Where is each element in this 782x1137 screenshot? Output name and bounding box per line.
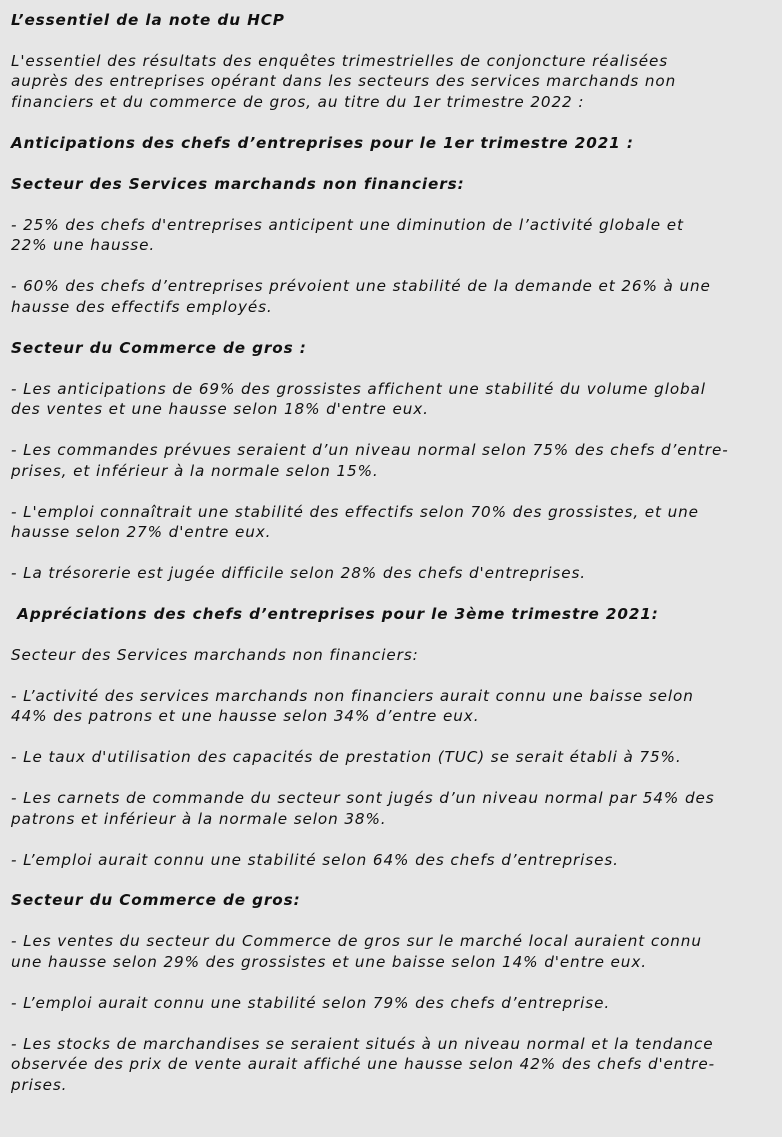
item-line: - L'emploi connaîtrait une stabilité des effectifs selon 70% des grossistes, et une <box>11 502 699 521</box>
item-line: - 25% des chefs d'entreprises anticipent une diminution de l’activité globale et <box>11 215 684 234</box>
item-line: - Le taux d'utilisation des capacités de prestation (TUC) se serait établi à 75%. <box>11 748 682 767</box>
item-line: des ventes et une hausse selon 18% d'entre eux. <box>11 400 429 419</box>
intro-line: auprès des entreprises opérant dans les secteurs des services marchands non <box>11 72 677 91</box>
item-line: - La trésorerie est jugée difficile selon 28% des chefs d'entreprises. <box>11 564 587 583</box>
item-line: hausse des effectifs employés. <box>11 297 273 316</box>
anticipations-services-item <box>11 215 774 256</box>
item-line: prises, et inférieur à la normale selon 15%. <box>11 461 379 480</box>
item-line: 44% des patrons et une hausse selon 34% d’entre eux. <box>11 707 480 726</box>
appreciations-services-item <box>11 788 774 829</box>
intro-line: L'essentiel des résultats des enquêtes trimestrielles de conjoncture réalisées <box>11 51 669 70</box>
item-line: - L’activité des services marchands non financiers aurait connu une baisse selon <box>11 686 694 705</box>
anticipations-heading: Anticipations des chefs d’entreprises pour le 1er trimestre 2021 : <box>11 133 634 152</box>
item-line: - 60% des chefs d’entreprises prévoient une stabilité de la demande et 26% à une <box>11 277 711 296</box>
appreciations-services-item <box>11 850 774 871</box>
anticipations-services-heading: Secteur des Services marchands non financiers: <box>11 174 465 193</box>
appreciations-commerce-heading: Secteur du Commerce de gros: <box>11 891 301 910</box>
item-line: observée des prix de vente aurait affiché une hausse selon 42% des chefs d'entre- <box>11 1055 715 1074</box>
item-line: hausse selon 27% d'entre eux. <box>11 523 272 542</box>
item-line: 22% une hausse. <box>11 236 156 255</box>
item-line: - Les stocks de marchandises se seraient situés à un niveau normal et la tendance <box>11 1034 714 1053</box>
item-line: - Les ventes du secteur du Commerce de gros sur le marché local auraient connu <box>11 932 702 951</box>
item-line: - Les anticipations de 69% des grossistes affichent une stabilité du volume global <box>11 379 706 398</box>
appreciations-services-item <box>11 747 774 768</box>
intro-paragraph <box>11 51 774 113</box>
document-title: L’essentiel de la note du HCP <box>11 11 285 29</box>
anticipations-commerce-item <box>11 563 774 584</box>
item-line: patrons et inférieur à la normale selon 38%. <box>11 809 387 828</box>
appreciations-services-heading: Secteur des Services marchands non financiers: <box>11 645 419 664</box>
appreciations-services-item <box>11 686 774 727</box>
anticipations-commerce-item <box>11 502 774 543</box>
appreciations-commerce-item <box>11 1034 774 1096</box>
anticipations-commerce-heading: Secteur du Commerce de gros : <box>11 338 307 357</box>
anticipations-services-item <box>11 276 774 317</box>
appreciations-heading: Appréciations des chefs d’entreprises pour le 3ème trimestre 2021: <box>11 604 659 623</box>
item-line: prises. <box>11 1075 68 1094</box>
item-line: - Les carnets de commande du secteur sont jugés d’un niveau normal par 54% des <box>11 789 715 808</box>
anticipations-commerce-item <box>11 379 774 420</box>
intro-line: financiers et du commerce de gros, au titre du 1er trimestre 2022 : <box>11 93 585 112</box>
item-line: une hausse selon 29% des grossistes et une baisse selon 14% d'entre eux. <box>11 952 647 971</box>
item-line: - Les commandes prévues seraient d’un niveau normal selon 75% des chefs d’entre- <box>11 441 729 460</box>
item-line: - L’emploi aurait connu une stabilité selon 79% des chefs d’entreprise. <box>11 993 611 1012</box>
item-line: - L’emploi aurait connu une stabilité selon 64% des chefs d’entreprises. <box>11 850 619 869</box>
appreciations-commerce-item <box>11 931 774 972</box>
anticipations-commerce-item <box>11 440 774 481</box>
appreciations-commerce-item <box>11 993 774 1014</box>
